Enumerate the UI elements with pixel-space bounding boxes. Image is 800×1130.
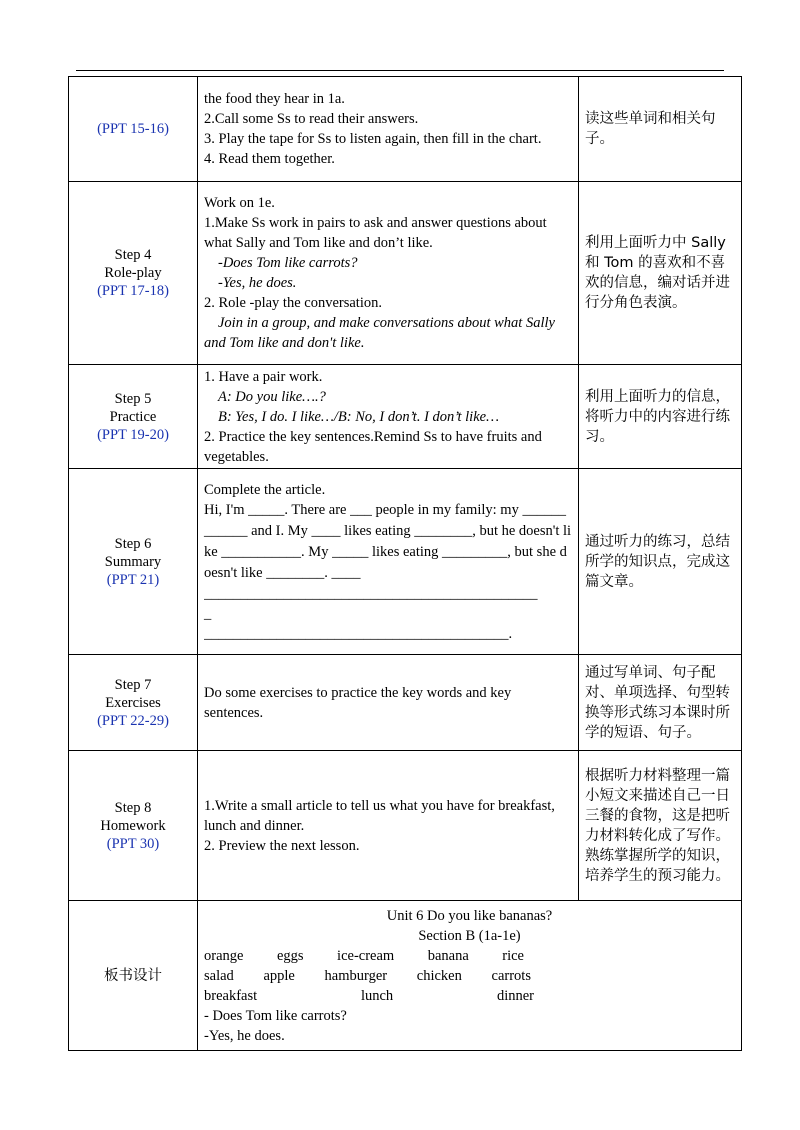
dialogue-answer: -Yes, he does. [218, 275, 297, 291]
board-word: lunch [360, 987, 394, 1004]
ppt-ref: (PPT 21) [106, 571, 160, 588]
activity-cell: Do some exercises to practice the key words and key sentences. [198, 655, 579, 751]
ppt-ref: (PPT 15-16) [97, 121, 169, 137]
activity-line: 2. Practice the key sentences.Remind Ss to have fruits and vegetables. [204, 428, 542, 465]
activity-line: 4. Read them together. [204, 151, 335, 167]
board-word: salad [204, 967, 234, 984]
purpose-cell: 利用上面听力中 Sally 和 Tom 的喜欢和不喜欢的信息，编对话并进行分角色表演。 [579, 182, 742, 365]
blank-line: ______________________________________________ [204, 585, 538, 602]
activity-line: 1.Write a small article to tell us what you have for breakfast, lunch and dinner. [204, 797, 555, 834]
ppt-ref: (PPT 19-20) [97, 426, 169, 443]
table-row [69, 77, 742, 182]
step-name: Exercises [105, 694, 161, 711]
activity-cell [198, 751, 579, 901]
activity-line: 2. Role -play the conversation. [204, 295, 382, 311]
table-row [69, 901, 742, 1051]
ppt-ref: (PPT 22-29) [97, 712, 169, 729]
board-word: hamburger [324, 967, 388, 984]
lesson-plan-table [68, 76, 742, 1051]
activity-line: 2. Preview the next lesson. [204, 837, 360, 854]
board-words-row [204, 946, 524, 966]
blank-line: __________________________________________. [204, 625, 513, 642]
board-question: - Does Tom like carrots? [204, 1007, 347, 1024]
board-subtitle: Section B (1a-1e) [418, 927, 521, 944]
activity-line: 1. Have a pair work. [204, 368, 323, 385]
table-row [69, 655, 742, 751]
activity-cell [198, 469, 579, 655]
board-word: rice [502, 947, 524, 964]
board-word: apple [263, 967, 295, 984]
board-word: dinner [496, 987, 534, 1004]
blank-line: _ [204, 605, 212, 622]
purpose-cell: 利用上面听力的信息，将听力中的内容进行练习。 [579, 365, 742, 469]
board-word: breakfast [204, 987, 258, 1004]
board-words-row [204, 986, 534, 1006]
dialogue-line: A: Do you like….? [218, 388, 326, 405]
step-cell [69, 469, 198, 655]
ppt-ref: (PPT 30) [106, 835, 160, 852]
board-word: carrots [491, 967, 531, 984]
board-design-cell [198, 901, 742, 1051]
step-cell [69, 365, 198, 469]
activity-cell [198, 77, 579, 182]
step-cell [69, 655, 198, 751]
dialogue-question: -Does Tom like carrots? [218, 255, 358, 271]
table-row [69, 751, 742, 901]
activity-line: Work on 1e. [204, 195, 275, 211]
step-number: Step 5 [114, 390, 152, 407]
activity-line: Join in a group, and make conversations about what Sally and Tom like and don't like. [204, 315, 555, 351]
ppt-ref: (PPT 17-18) [97, 283, 169, 299]
header-rule [76, 70, 724, 71]
activity-cell [198, 365, 579, 469]
step-name: Practice [109, 408, 157, 425]
table-row [69, 182, 742, 365]
activity-line: 1.Make Ss work in pairs to ask and answer questions about what Sally and Tom like and don’t like. [204, 215, 547, 251]
board-design-label: 板书设计 [69, 901, 198, 1051]
board-word: eggs [276, 947, 304, 964]
board-answer: -Yes, he does. [204, 1027, 285, 1044]
step-cell [69, 751, 198, 901]
board-word: banana [427, 947, 469, 964]
step-cell [69, 182, 198, 365]
purpose-cell: 根据听力材料整理一篇小短文来描述自己一日三餐的食物，这是把听力材料转化成了写作。熟练掌握所学的知识，培养学生的预习能力。 [579, 751, 742, 901]
board-words-row [204, 966, 531, 986]
activity-line: 3. Play the tape for Ss to listen again, then fill in the chart. [204, 131, 542, 147]
board-word: ice-cream [337, 947, 395, 964]
purpose-cell: 通过写单词、句子配对、单项选择、句型转换等形式练习本课时所学的短语、句子。 [579, 655, 742, 751]
activity-line: Complete the article. [204, 481, 326, 498]
dialogue-line: B: Yes, I do. I like…/B: No, I don’t. I don’t like… [218, 408, 499, 425]
step-name: Homework [100, 817, 166, 834]
activity-line: the food they hear in 1a. [204, 91, 345, 107]
step-number: Step 4 [114, 247, 152, 263]
step-number: Step 7 [114, 676, 152, 693]
table-row [69, 469, 742, 655]
step-cell [69, 77, 198, 182]
purpose-cell: 通过听力的练习，总结所学的知识点，完成这篇文章。 [579, 469, 742, 655]
activity-cell [198, 182, 579, 365]
activity-line: 2.Call some Ss to read their answers. [204, 111, 419, 127]
purpose-cell: 读这些单词和相关句子。 [579, 77, 742, 182]
step-name: Role-play [104, 265, 162, 281]
step-number: Step 8 [114, 799, 152, 816]
cloze-article: Hi, I'm _____. There are ___ people in my family: my ____________ and I. My ____ likes eating ________, but he doesn't like ___________. My _____ likes eating _________, but she doesn't like ________. ____ [204, 501, 572, 581]
step-name: Summary [104, 553, 162, 570]
board-title: Unit 6 Do you like bananas? [386, 907, 553, 924]
table-row [69, 365, 742, 469]
board-word: orange [204, 947, 244, 964]
board-word: chicken [416, 967, 462, 984]
step-number: Step 6 [114, 535, 152, 552]
